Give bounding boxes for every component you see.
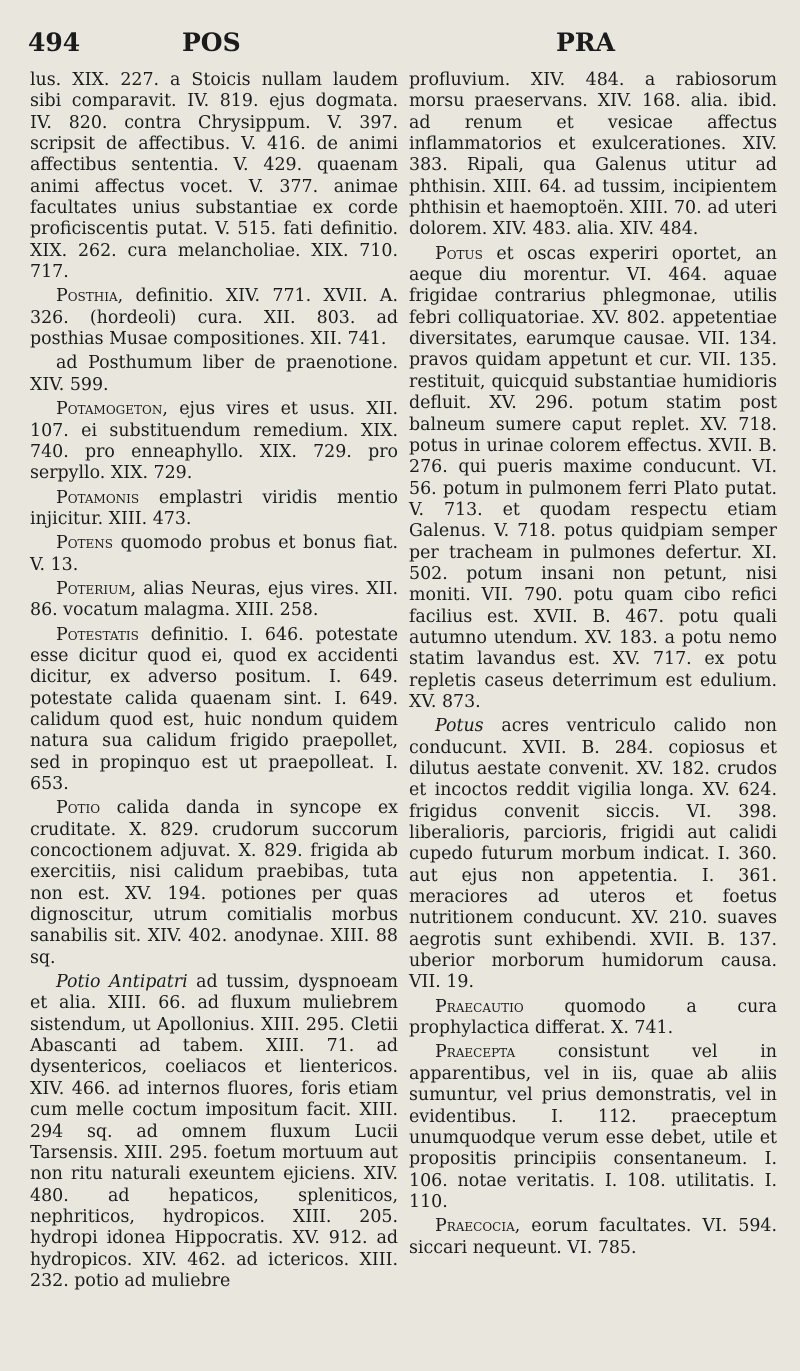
entry-text: emplastri viridis mentio injicitur. XIII. 473. [30, 487, 398, 529]
index-entry [30, 286, 398, 350]
entry-text: quomodo probus et bonus fiat. V. 13. [30, 533, 398, 575]
entry-text: profluvium. XIV. 484. a rabiosorum morsu praeservans. XIV. 168. alia. ibid. ad renum et vesicae affectus inflammatorios et exulcerationes. XIV. 383. Ripali, qua Galenus utitur ad phthisin. XIII. 64. ad tussim, incipientem phthisin et haemoptoën. XIII. 70. ad uteri dolorem. XIV. 483. alia. XIV. 484. [409, 70, 777, 240]
index-entry [409, 716, 777, 993]
entry-headword: Praecocia [435, 1216, 515, 1237]
entry-text: , alias Neuras, ejus vires. XII. 86. vocatum malagma. XIII. 258. [30, 578, 398, 621]
entry-headword: Praecepta [435, 1042, 516, 1063]
right-head-word: PRA [556, 28, 615, 57]
page-number: 494 [28, 28, 81, 57]
index-entry [30, 579, 398, 622]
index-entry [30, 70, 398, 283]
index-entry [409, 997, 777, 1040]
index-entry [30, 625, 398, 796]
entry-text: definitio. I. 646. potestate esse dicitur quod ei, quod ex accidenti dicitur, ex adverso positum. I. 649. potestate calida quaenam sint. I. 649. calidum quod est, huic nondum quidem natura sua calidum frigido praepollet, sed in propinquo est ut praepolleat. I. 653. [30, 624, 398, 794]
entry-headword: Potestatis [56, 624, 139, 645]
index-entry [30, 798, 398, 969]
entry-headword: Potamogeton [56, 399, 163, 420]
index-entry [30, 533, 398, 576]
index-entry [30, 972, 398, 1292]
running-header [0, 0, 800, 70]
right-column [409, 70, 777, 1262]
entry-headword: Potens [56, 533, 114, 554]
entry-headword: Potus [435, 716, 484, 737]
index-entry [409, 244, 777, 714]
entry-text: ad Posthumum liber de praenotione. XIV. 599. [30, 353, 398, 395]
entry-headword: Potio [56, 798, 101, 819]
entry-headword: Potus [435, 243, 483, 264]
entry-text: consistunt vel in apparentibus, vel in iis, quae ab aliis sumuntur, vel prius demonstratis, vel in evidentibus. I. 112. praeceptum unumquodque verum esse debet, utile et propositis principiis consentaneum. I. 106. notae veritatis. I. 108. utilitatis. I. 110. [409, 1042, 777, 1212]
entry-headword: Praecautio [435, 996, 524, 1017]
index-entry [409, 1042, 777, 1213]
entry-text: et oscas experiri oportet, an aeque diu morentur. VI. 464. aquae frigidae contrarius phlegmonae, utilis febri colliquatoriae. XV. 802. appetentiae diversitates, earumque causae. VII. 134. pravos quidam appetunt et cur. VII. 135. restituit, quicquid substantiae humidioris defluit. XV. 296. potum statim post balneum sumere caput replet. XV. 718. potus in urinae colorem effectus. XVII. B. 276. qui pueris maxime conducunt. VI. 56. potum in pulmonem ferri Plato putat. V. 713. et quodam respectu etiam Galenus. V. 718. potus quidpiam semper per tracheam in pulmones defertur. XI. 502. potum insani non petunt, nisi moniti. VII. 790. potu quam cibo refici facilius est. XVII. B. 467. potu quali autumno utendum. XV. 183. a potu nemo statim lavandus est. XV. 717. ex potu repletis caseus deterrimum est edulium. XV. 873. [409, 243, 777, 712]
entry-text: , definitio. XIV. 771. XVII. A. 326. (hordeoli) cura. XII. 803. ad posthias Musae compositiones. XII. 741. [30, 286, 398, 350]
entry-headword: Posthia [56, 286, 118, 307]
index-entry [409, 70, 777, 241]
entry-headword: Potio Antipatri [56, 972, 188, 993]
index-entry [30, 488, 398, 531]
index-entry [409, 1216, 777, 1259]
entry-text: , eorum facultates. VI. 594. siccari nequeunt. VI. 785. [409, 1216, 777, 1258]
left-column [30, 70, 398, 1295]
entry-text: acres ventriculo calido non conducunt. XVII. B. 284. copiosus et dilutus aestate convenit. XV. 182. crudos et incoctos reddit vigilia longa. XV. 624. frigidus convenit siccis. VI. 398. liberalioris, parcioris, frigidi aut calidi cupedo futurum morbum indicat. I. 360. aut ejus non appetentia. I. 361. meraciores ad uteros et foetus nutritionem conducunt. XV. 210. suaves aegrotis sunt exhibendi. XVII. B. 137. uberior morborum humidorum causa. VII. 19. [409, 716, 777, 993]
index-entry [30, 353, 398, 396]
entry-headword: Potamonis [56, 487, 140, 508]
entry-text: quomodo a cura prophylactica differat. X. 741. [409, 996, 777, 1039]
entry-text: ad tussim, dyspnoeam et alia. XIII. 66. ad fluxum muliebrem sistendum, ut Apollonius. XIII. 295. Cletii Abascanti ad tabem. XIII. 71. ad dysentericos, coeliacos et lientericos. XIV. 466. ad internos fluores, foris etiam cum melle coctum impositum facit. XIII. 294 sq. ad omnem fluxum Lucii Tarsensis. XIII. 295. foetum mortuum aut non ritu naturali exeuntem ejiciens. XIV. 480. ad hepaticos, spleniticos, nephriticos, hydropicos. XIII. 205. hydropi idonea Hippocratis. XV. 912. ad hydropicos. XIV. 462. ad ictericos. XIII. 232. potio ad muliebre [30, 972, 398, 1291]
entry-headword: Poterium [56, 578, 131, 599]
entry-text: lus. XIX. 227. a Stoicis nullam laudem sibi comparavit. IV. 819. ejus dogmata. IV. 820. contra Chrysippum. V. 397. scripsit de affectibus. V. 416. de animi affectibus sententia. V. 429. quaenam animi affectus vocet. V. 377. animae facultates unius substantiae ex corde proficiscentis putat. V. 515. fati definitio. XIX. 262. cura melancholiae. XIX. 710. 717. [30, 70, 398, 283]
index-entry [30, 399, 398, 484]
left-head-word: POS [182, 28, 241, 57]
entry-text: calida danda in syncope ex cruditate. X. 829. crudorum succorum concoctionem adjuvat. X. 829. frigida ab exercitiis, nisi calidum praebibas, tuta non est. XV. 194. potiones per quas dignoscitur, utrum comitialis morbus sanabilis sit. XIV. 402. anodynae. XIII. 88 sq. [30, 798, 398, 968]
entry-text: , ejus vires et usus. XII. 107. ei substituendum remedium. XIX. 740. pro enneaphyllo. XIX. 729. pro serpyllo. XIX. 729. [30, 399, 398, 484]
